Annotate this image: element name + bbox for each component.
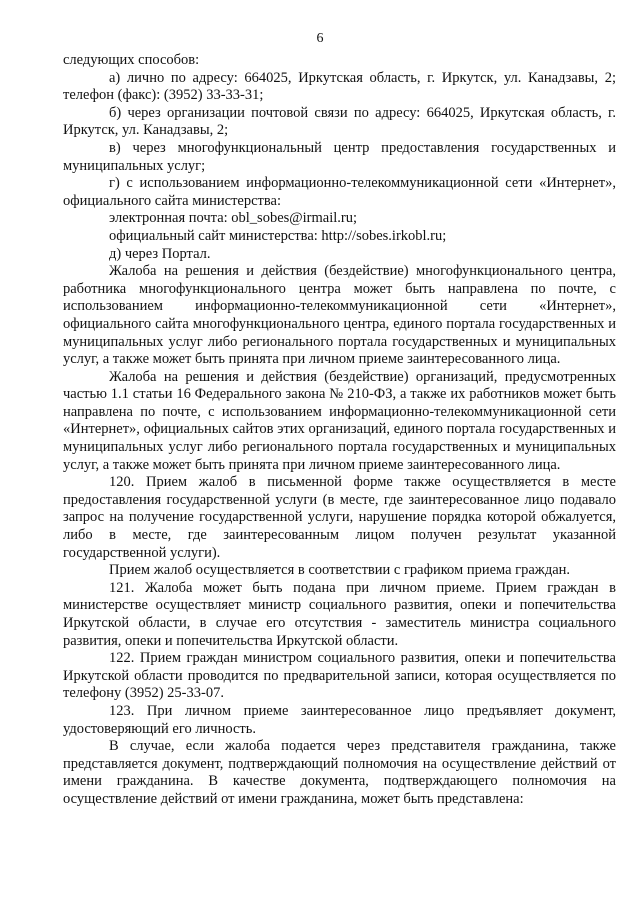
- paragraph-122: 122. Прием граждан министром социального развития, опеки и попечительства Иркутской области проводится по предварительной записи, которая осуществляется по телефону (3952) 25-33-07.: [63, 650, 616, 702]
- paragraph-email: электронная почта: obl_sobes@irmail.ru;: [109, 210, 357, 227]
- paragraph-method-b: б) через организации почтовой связи по адресу: 664025, Иркутская область, г. Иркутск, ул. Канадзавы, 2;: [63, 104, 616, 139]
- paragraph-representative: В случае, если жалоба подается через представителя гражданина, также представляется документ, подтверждающий полномочия на осуществление действий от имени гражданина. В качестве документа, подтверждающего полномочия на осуществление действий от имени гражданина, может быть представлена:: [63, 738, 616, 807]
- paragraph-121: 121. Жалоба может быть подана при личном приеме. Прием граждан в министерстве осуществляет министр социального развития, опеки и попечительства Иркутской области, в случае его отсутствия - заместитель министра социального развития, опеки и попечительства Иркутской области.: [63, 579, 616, 649]
- paragraph-website: официальный сайт министерства: http://sobes.irkobl.ru;: [109, 227, 447, 244]
- page-number: 6: [316, 31, 324, 46]
- paragraph-120: 120. Прием жалоб в письменной форме также осуществляется в месте предоставления государственной услуги (в месте, где заинтересованное лицо подавало запрос на получение государственной услуги, нарушение порядка которой обжалуется, либо в месте, где заинтересованным лицом получен результат указанной государственной услуги).: [63, 474, 616, 561]
- paragraph-method-d: г) с использованием информационно-телекоммуникационной сети «Интернет», официального сайта министерства:: [63, 175, 616, 209]
- paragraph-method-c: в) через многофункциональный центр предоставления государственных и муниципальных услуг;: [63, 139, 616, 174]
- paragraph-method-e: д) через Портал.: [109, 245, 211, 262]
- paragraph-intro: следующих способов:: [63, 52, 200, 68]
- paragraph-123: 123. При личном приеме заинтересованное лицо предъявляет документ, удостоверяющий его личность.: [63, 702, 616, 737]
- paragraph-org-complaint: Жалоба на решения и действия (бездействие) организаций, предусмотренных частью 1.1 статьи 16 Федерального закона № 210-ФЗ, а также их работников может быть направлена по почте, с использованием информационно-телекоммуникационной сети «Интернет», официальных сайтов этих организаций, единого портала государственных и муниципальных услуг либо регионального портала государственных и муниципальных услуг, а также может быть принята при личном приеме заинтересованного лица.: [63, 368, 616, 473]
- paragraph-method-a: а) лично по адресу: 664025, Иркутская область, г. Иркутск, ул. Канадзавы, 2; телефон (факс): (3952) 33-33-31;: [63, 69, 616, 104]
- document-body: [63, 52, 616, 809]
- paragraph-mfc-complaint: Жалоба на решения и действия (бездействие) многофункционального центра, работника многофункционального центра может быть направлена по почте, с использованием информационно-телекоммуникационной сети «Интернет», официального сайта многофункционального центра, единого портала государственных и муниципальных услуг либо регионального портала государственных и муниципальных услуг, а также может быть принята при личном приеме заинтересованного лица.: [63, 263, 616, 368]
- paragraph-schedule: Прием жалоб осуществляется в соответствии с графиком приема граждан.: [109, 562, 571, 579]
